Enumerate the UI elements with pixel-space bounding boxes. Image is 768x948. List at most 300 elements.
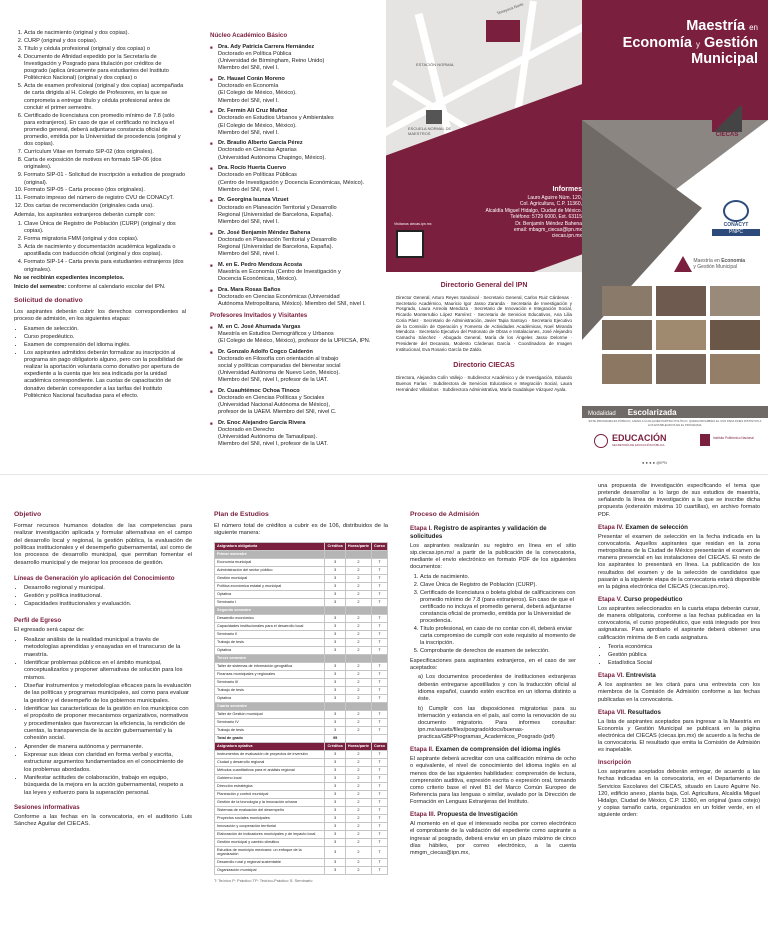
table-cell: Seminario I — [215, 598, 325, 606]
stage1-document-item: 4. Título profesional, en caso de no contar con él, deberá enviar carta compromiso de cumplir con este requisito al momento de la inscripción. — [420, 626, 576, 647]
table-cell: 3 — [325, 662, 345, 670]
stage6-title: Etapa VI. — [598, 672, 625, 680]
table-cell: 2 — [345, 782, 371, 790]
objective-column — [0, 475, 200, 837]
table-cell — [345, 734, 371, 742]
requirement-item: 10. Formato SIP-05 - Carta proceso (dos originales). — [24, 187, 186, 194]
objective-title: Objetivo — [14, 511, 42, 518]
core-faculty-list — [210, 44, 378, 308]
profile-item: • Identificar las características de la gestión en los municipios con el propósito de proponer mecanismos organizativos, normativos y procedimentales que favorezcan la eficiencia, la rendición de cuentas, la transparencia de la acción gubernamental y la cohesión social. — [24, 706, 192, 743]
ipn-logo-icon — [700, 434, 710, 446]
table-cell: 2 — [345, 774, 371, 782]
conacyt-logo — [712, 200, 760, 236]
faculty-detail: (El Colegio de México, México). — [218, 90, 297, 97]
modality-bar — [582, 406, 768, 418]
requirement-item: 2. CURP (original y dos copias). — [24, 38, 186, 45]
table-row — [215, 582, 388, 590]
ciecas-map-marker — [486, 20, 520, 42]
table-cell: Trabajo de tesis — [215, 686, 325, 694]
table-row — [215, 830, 388, 838]
faculty-member — [210, 349, 378, 385]
faculty-detail: Doctorado en Ciencias Económicas (Universidad — [218, 293, 340, 300]
table-cell: T — [372, 574, 388, 582]
visiting-faculty-title: Profesores Invitados y Visitantes — [210, 311, 308, 319]
table-cell: Segundo semestre — [215, 606, 325, 614]
inscription-text: Los aspirantes aceptados deberán entregar, de acuerdo a las fechas indicadas en la convocatoria, en el Departamento de Servicios Escolares del CIECAS, situado en Lauro Aguirre No. 120, edificio anexo, planta baja, Col. Agricultura, Alcaldía Miguel Hidalgo, Ciudad de México, C.P. 11360, en original (para cotejo) y copias tamaño carta, organizados en un folder verde, en el siguiente orden: — [598, 769, 760, 819]
table-cell: Innovación y cooperación territorial — [215, 822, 325, 830]
table-cell: 3 — [325, 710, 345, 718]
foreign-requirement-item: 4. Formato SIP-14 - Carta previa para estudiantes extranjeros (dos originales). — [24, 259, 186, 273]
table-row — [215, 822, 388, 830]
faculty-name: ■ Dra. Ady Patricia Carrera Hernández — [218, 43, 315, 50]
study-plan-header-cell: Asignatura obligatoria — [215, 542, 325, 550]
faculty-detail: (El Colegio de México, México), profesor de la UPIICSA, IPN. — [218, 337, 371, 344]
table-cell: 2 — [345, 582, 371, 590]
study-plan-header-cell: Créditos — [325, 542, 345, 550]
faculty-detail: Miembro del SNI, nivel I. — [218, 129, 279, 136]
faculty-detail: Docencia Económicas, México). — [218, 275, 298, 282]
table-cell: 3 — [325, 558, 345, 566]
faculty-name: ■ Dr. José Benjamín Méndez Bahena — [218, 229, 311, 236]
stage7-text: La lista de aspirantes aceptados para ingresar a la Maestría en Economía y Gestión Municipal se publicará en la página electrónica del CIECAS (ciecas.ipn.mx) de acuerdo a la fecha de la convocatoria. El resultado que emita la Comisión de Admisión es inapelable. — [598, 718, 760, 754]
table-cell: T — [372, 662, 388, 670]
facebook-icon[interactable]: ● — [642, 460, 645, 465]
donation-item: • Examen de comprensión del idioma inglés. — [24, 342, 186, 349]
stage7-name: Resultados — [627, 708, 661, 716]
table-cell: Gestión municipal — [215, 574, 325, 582]
table-cell: Optativa — [215, 694, 325, 702]
table-cell: 3 — [325, 798, 345, 806]
table-row — [215, 814, 388, 822]
table-cell: Créditos — [325, 742, 345, 750]
table-cell: 3 — [325, 630, 345, 638]
table-row — [215, 774, 388, 782]
requirement-item: 11. Formato impreso del número de registro CVU de CONACyT. — [24, 195, 186, 202]
stage2-title: Etapa II. — [410, 746, 434, 754]
cover-photo — [602, 320, 652, 350]
cover-photo — [710, 286, 760, 316]
study-plan-header-cell: Horas/parte — [345, 542, 371, 550]
table-cell: T — [372, 822, 388, 830]
study-plan-table — [214, 542, 388, 876]
table-cell: T — [372, 814, 388, 822]
table-cell: 2 — [345, 798, 371, 806]
faculty-name: ■ Dr. Georgina Isunza Vizuet — [218, 197, 289, 204]
foreign-requirements-list — [14, 221, 186, 273]
study-plan-header-cell: Curso — [372, 542, 388, 550]
faculty-member — [210, 108, 378, 137]
stage7-title: Etapa VII. — [598, 708, 626, 716]
table-cell: T — [372, 798, 388, 806]
table-cell: Seminario IV — [215, 718, 325, 726]
table-cell: Total de grado — [215, 734, 325, 742]
table-cell: T — [372, 718, 388, 726]
requirement-item: 1. Acta de nacimiento (original y dos copias). — [24, 30, 186, 37]
ciecas-logo-text: CIECAS — [715, 132, 739, 138]
requirement-item: 9. Formato SIP-01 - Solicitud de inscripción a estudios de posgrado (original). — [24, 172, 186, 186]
faculty-detail: (Centro de Investigación y Docencia Económicas, México). — [218, 179, 365, 186]
cover-title-connector: y — [695, 39, 700, 49]
donation-item: • Curso propedéutico. — [24, 334, 186, 341]
map-station-label: ESTACIÓN NORMAL — [416, 62, 455, 67]
youtube-icon[interactable]: ● — [652, 460, 656, 465]
map-street-label: Tenayuca Norte — [495, 1, 525, 16]
faculty-detail: social y políticas comparadas del bienestar social — [218, 362, 341, 369]
foreign-intro: Además, los aspirantes extranjeros deberán cumplir con: — [14, 211, 156, 218]
profile-item: • Identificar problemas públicos en el ámbito municipal, conceptualizarlos y proponer alternativas de solución para los mismos. — [24, 660, 192, 682]
stage1-heading — [410, 525, 576, 541]
table-row — [215, 646, 388, 654]
table-cell: Instrumentos de evaluación de proyectos de inversión — [215, 750, 325, 758]
table-cell — [372, 702, 388, 710]
table-cell: 2 — [345, 838, 371, 846]
table-row — [215, 726, 388, 734]
map-metro-label: ESCUELA NORMAL DE MAESTROS — [408, 126, 452, 137]
table-cell: Organización municipal — [215, 867, 325, 875]
table-cell: 3 — [325, 678, 345, 686]
modality-value: Escolarizada — [627, 408, 677, 417]
donation-intro: Los aspirantes deberán cubrir los derechos correspondientes al proceso de admisión, en los siguientes etapas: — [14, 309, 186, 323]
info-lines — [406, 195, 582, 240]
stage2-text: El aspirante deberá acreditar con una calificación mínima de ocho o equivalente, el nivel de conocimiento del idioma inglés en al menos dos de las siguientes habilidades: comprensión de lectura, comprensión auditiva, expresión escrita o expresión oral, tomando como criterio base el nivel B1 del Marco Común Europeo de Referencia para las lenguas o similar, avalado por la Dirección de Formación en Lenguas Extranjeras del Instituto. — [410, 756, 576, 806]
table-cell: Capacidades institucionales para el desarrollo local — [215, 622, 325, 630]
table-cell: Asignatura optativa — [215, 742, 325, 750]
table-cell: 2 — [345, 678, 371, 686]
table-cell: 3 — [325, 782, 345, 790]
table-cell: Economía municipal — [215, 558, 325, 566]
faculty-name: ■ Dr. Cuauhtémoc Ochoa Tinoco — [218, 387, 300, 394]
table-cell: Gestión de la tecnología y la innovación urbana — [215, 798, 325, 806]
modality-label: Modalidad — [588, 411, 616, 417]
semester-start-text: conforme al calendario escolar del IPN. — [67, 284, 166, 291]
table-cell: T — [372, 859, 388, 867]
faculty-column — [196, 0, 386, 458]
stage5-heading — [598, 596, 760, 604]
faculty-detail: Maestría en Estudios Demográficos y Urbanos — [218, 330, 334, 337]
semester-start-label: Inicio del semestre: — [14, 284, 67, 291]
directory-panel — [386, 272, 582, 474]
table-cell: T — [372, 590, 388, 598]
table-cell — [372, 654, 388, 662]
faculty-member — [210, 388, 378, 417]
table-cell: 2 — [345, 638, 371, 646]
table-cell: T — [372, 758, 388, 766]
table-cell: T — [372, 806, 388, 814]
knowledge-lines-list — [14, 585, 192, 609]
ipn-logo-text: Instituto Politécnico Nacional — [713, 436, 754, 440]
table-cell — [325, 606, 345, 614]
mini-logo-text: Economía — [721, 257, 746, 264]
table-row — [215, 838, 388, 846]
table-cell: 2 — [345, 670, 371, 678]
faculty-name: ■ Dr. Fermín Ali Cruz Muñoz — [218, 108, 288, 115]
knowledge-line-item: • Gestión y política institucional. — [24, 593, 192, 600]
study-plan-title: Plan de Estudios — [214, 511, 269, 518]
visiting-faculty-list — [210, 324, 378, 449]
faculty-member — [210, 197, 378, 226]
table-cell: Optativa — [215, 646, 325, 654]
table-cell: T — [372, 670, 388, 678]
table-cell: 3 — [325, 859, 345, 867]
faculty-member — [210, 165, 378, 194]
faculty-detail: Doctorado en Planeación Territorial y Desarrollo — [218, 236, 337, 243]
table-cell: 3 — [325, 566, 345, 574]
stage7-heading — [598, 709, 760, 717]
table-cell: Primer semestre — [215, 550, 325, 558]
table-row — [215, 614, 388, 622]
faculty-detail: Miembro del SNI, nivel I. — [218, 251, 279, 257]
profile-item: • Realizar análisis de la realidad municipal a través de metodologías aprendidas y ensayadas en el transcurso de la maestría. — [24, 637, 192, 659]
ciecas-directory-title: Directorio CIECAS — [453, 362, 515, 370]
profile-item: • Expresar sus ideas con claridad en forma verbal y escrita, estructurar argumentos fundamentados en el conocimiento de los problemas abordados. — [24, 752, 192, 774]
educacion-logo-text: EDUCACIÓN — [612, 433, 667, 443]
faculty-member — [210, 44, 378, 73]
social-links — [642, 460, 667, 465]
admission-continued-column — [584, 475, 768, 828]
stage3-continued-text: una propuesta de investigación especificando el tema que pretende desarrollar a lo largo de sus estudios de maestría, señalando la línea de investigación a la que se inscribe dicha propuesta (extensión máxima 10 cuartillas), en archivo formato PDF. — [598, 483, 760, 518]
foreign-note-a: a) Los documentos procedentes de instituciones extranjeras deberán entregarse apostillados y con la traducción oficial al idioma español, cuando estén escritos en un idioma distinto a éste. — [418, 674, 576, 702]
table-cell: Métodos cuantitativos para el análisis regional — [215, 766, 325, 774]
faculty-name: ■ Dra. Rocío Huerta Cuervo — [218, 165, 287, 172]
table-row — [215, 662, 388, 670]
stage2-name: Examen de comprensión del idioma inglés — [435, 746, 561, 754]
faculty-detail: Doctorado en Ciencias Agrarias — [218, 147, 297, 154]
ciecas-directory-text: Directora, Alejandra Colín Vallejo · Subdirector Académico y de Investigación, Eduardo Buenos Farías · Subdirectora de Servicios Educativos e Integración Social, Laura Hernández Villalobos · Subdirectora Administrativa, María Guadalupe Vázquez Ayala. — [396, 375, 572, 392]
stage1-document-item: 2. Clave Única de Registro de Población (CURP). — [420, 582, 576, 589]
propedeutic-subject-item: • Estadística Social — [608, 660, 760, 667]
graduate-profile-list — [14, 637, 192, 797]
table-cell — [345, 550, 371, 558]
study-plan-body — [215, 550, 388, 875]
twitter-icon[interactable]: ● — [645, 460, 648, 465]
no-incomplete-text: No se recibirán expedientes incompletos. — [14, 274, 125, 281]
table-cell: T — [372, 766, 388, 774]
sep-text: SECRETARÍA DE EDUCACIÓN PÚBLICA — [612, 443, 665, 447]
table-row — [215, 638, 388, 646]
table-cell: 3 — [325, 646, 345, 654]
table-row — [215, 867, 388, 875]
ciecas-logo-icon — [712, 106, 742, 132]
table-cell: 3 — [325, 694, 345, 702]
foreign-note-a-text: Los documentos procedentes de instituciones extranjeras deberán entregarse apostillados y con la traducción oficial al idioma español, cuando estén escritos en un idioma distinto a éste. — [418, 674, 576, 702]
info-line: Teléfono: 5729 6000, Ext. 63115 — [510, 214, 582, 221]
foreign-note-b: b) Cumplir con las disposiciones migratorias para su internación y estancia en el país, así como la renovación de su documento migratorio. Para informes consultar: ipn.mx/assets/files/posgrado/docs/buenas-practicas/GBPProgramas_Academicos_Posgrado (pdf) — [418, 705, 576, 741]
donation-item: • Examen de selección. — [24, 326, 186, 333]
table-cell: T — [372, 790, 388, 798]
table-row — [215, 678, 388, 686]
faculty-detail: (El Colegio de México, México). — [218, 122, 297, 129]
table-cell: 3 — [325, 638, 345, 646]
faculty-name: ■ Dr. Enoc Alejandro García Rivera — [218, 419, 306, 426]
faculty-name: ■ M. en C. José Ahumada Vargas — [218, 323, 301, 330]
table-cell: 2 — [345, 790, 371, 798]
conacyt-logo-text: CONACYT — [723, 222, 749, 228]
profile-item: • Aprender de manera autónoma y permanente. — [24, 744, 192, 751]
table-cell: 3 — [325, 582, 345, 590]
cover-photo — [602, 286, 652, 316]
table-cell: 2 — [345, 846, 371, 859]
table-cell: 2 — [345, 867, 371, 875]
faculty-member — [210, 324, 378, 345]
table-cell: T — [372, 622, 388, 630]
cover-photo — [656, 320, 706, 350]
table-cell: 2 — [345, 662, 371, 670]
profile-intro: El egresado será capaz de: — [14, 626, 85, 633]
cover-header — [582, 0, 768, 120]
table-cell — [372, 734, 388, 742]
stage5-name: Curso propedéutico — [623, 595, 683, 603]
stage4-text: Presentar el examen de selección en la fecha indicada en la convocatoria. Aquellos aspirantes que residan en la zona metropolitana de la Ciudad de México presentarán el examen de manera presencial en las instalaciones del CIECAS. El resto de los aspirantes lo presentará en línea. La publicación de los resultados del examen y de la selección de candidatos que pasarán a la siguiente etapa de la convocatoria estará disponible en la página electrónica del CIECAS (ciecas.ipn.mx). — [598, 533, 760, 590]
table-cell: Finanzas municipales y regionales — [215, 670, 325, 678]
info-line: Col. Agricultura, C.P. 11360, — [519, 201, 582, 208]
faculty-name: ■ Dra. Mara Rosas Baños — [218, 286, 281, 293]
admission-title: Proceso de Admisión — [410, 511, 480, 518]
faculty-detail: Miembro del SNI, nivel I. — [218, 218, 279, 225]
faculty-detail: Doctorado en Política Pública — [218, 51, 292, 58]
info-line: Alcaldía Miguel Hidalgo, Ciudad de México. — [485, 207, 582, 214]
table-row — [215, 766, 388, 774]
profile-title: Perfil de Egreso — [14, 616, 62, 624]
propedeutic-subject-item: • Teoría económica — [608, 644, 760, 651]
table-cell: T — [372, 686, 388, 694]
table-row — [215, 630, 388, 638]
foreign-requirement-item: 2. Forma migratoria FMM (original y dos copias). — [24, 236, 186, 243]
stage3-heading — [410, 811, 576, 819]
table-cell: T — [372, 782, 388, 790]
stage4-name: Examen de selección — [625, 523, 688, 531]
faculty-detail: Miembro del SNI, nivel I. — [218, 97, 279, 104]
faculty-detail: Miembro del SNI, nivel I. — [218, 186, 279, 193]
table-cell: 2 — [345, 710, 371, 718]
faculty-name: ■ Dr. Gonzalo Adolfo Cogco Calderón — [218, 348, 313, 355]
program-logo-icon — [674, 256, 692, 272]
table-cell: 2 — [345, 718, 371, 726]
table-cell: 3 — [325, 718, 345, 726]
table-cell: T — [372, 846, 388, 859]
requirement-item: 4. Documento de Afinidad expedido por la Secretaría de Investigación y Posgrado para titulación por créditos de posgrado (aplica únicamente para estudiantes del Instituto Politécnico Nacional) (original y dos copias) o — [24, 54, 186, 83]
faculty-detail: (Universidad Autónoma de Tamaulipas). — [218, 434, 318, 441]
table-cell: T — [372, 646, 388, 654]
propedeutic-subjects-list — [598, 644, 760, 667]
table-cell: T — [372, 598, 388, 606]
info-block — [406, 186, 582, 240]
pnpc-badge: PNPC — [712, 229, 760, 235]
table-cell: 2 — [345, 830, 371, 838]
foreign-requirement-item: 3. Acta de nacimiento y documentación académica legalizada o apostillada con traducción oficial (original y dos copias). — [24, 244, 186, 258]
table-cell: 3 — [325, 590, 345, 598]
faculty-detail: Maestría en Economía (Centro de Investigación y — [218, 268, 341, 275]
table-row — [215, 734, 388, 742]
table-row — [215, 598, 388, 606]
table-cell: 3 — [325, 774, 345, 782]
table-cell: T — [372, 582, 388, 590]
table-cell: Gobierno local — [215, 774, 325, 782]
table-cell — [372, 606, 388, 614]
table-cell: Optativa — [215, 590, 325, 598]
cover-photo — [710, 320, 760, 350]
profile-item: • Diseñar instrumentos y metodologías eficaces para la evaluación de las políticas y programas municipales, así como para evaluar la gestión y el desempeño de los gobiernos municipales. — [24, 683, 192, 705]
table-row — [215, 622, 388, 630]
faculty-detail: Regional (Universidad de Barcelona, España). — [218, 211, 334, 218]
info-line: ciecas.ipn.mx — [551, 233, 582, 240]
table-row — [215, 718, 388, 726]
info-line: email: mbagm_ciecas@ipn.mx — [513, 226, 582, 233]
table-cell: Taller de Gestión municipal — [215, 710, 325, 718]
info-line: Lauro Aguirre Núm. 120, — [527, 194, 582, 201]
table-cell: T — [372, 614, 388, 622]
table-row — [215, 606, 388, 614]
table-cell: 95 — [325, 734, 345, 742]
table-cell — [345, 606, 371, 614]
admission-column — [396, 475, 584, 866]
table-cell: 2 — [345, 590, 371, 598]
no-incomplete-note — [14, 275, 186, 282]
donation-list — [14, 326, 186, 400]
faculty-member — [210, 76, 378, 105]
faculty-member — [210, 140, 378, 161]
faculty-detail: Doctorado en Economía — [218, 83, 279, 90]
metro-station-marker — [426, 110, 442, 124]
stage2-heading — [410, 746, 576, 754]
table-cell: T — [372, 726, 388, 734]
table-cell: Cuarto semestre — [215, 702, 325, 710]
table-cell: Trabajo de tesis — [215, 638, 325, 646]
requirement-item: 3. Título y cédula profesional (original y dos copias) o — [24, 46, 186, 53]
instagram-icon[interactable]: ● — [649, 460, 652, 465]
table-cell: 2 — [345, 622, 371, 630]
table-cell — [325, 654, 345, 662]
table-cell: 2 — [345, 750, 371, 758]
table-row — [215, 710, 388, 718]
table-row — [215, 806, 388, 814]
table-cell: 2 — [345, 558, 371, 566]
table-row — [215, 742, 388, 750]
foreign-note: Especificaciones para aspirantes extranjeros, en el caso de ser aceptados: — [410, 657, 576, 671]
semester-start — [14, 284, 186, 291]
table-cell: Curso — [372, 742, 388, 750]
info-title: Informes — [552, 186, 582, 193]
stage6-name: Entrevista — [625, 672, 656, 680]
propedeutic-subject-item: • Gestión pública — [608, 652, 760, 659]
table-cell — [345, 702, 371, 710]
stage1-document-item: 5. Comprobante de derechos de examen de selección. — [420, 648, 576, 655]
table-cell: Taller de sistemas de información geográfica — [215, 662, 325, 670]
qr-label: Visítanos ciecas.ipn.mx — [394, 222, 432, 226]
cover-title-line: Gestión — [704, 34, 758, 51]
faculty-detail: Miembro del SNI, nivel I, profesor de la UAT. — [218, 377, 328, 384]
table-cell: 3 — [325, 822, 345, 830]
table-cell: 3 — [325, 598, 345, 606]
knowledge-line-item: • Desarrollo regional y municipal. — [24, 585, 192, 592]
requirement-item: 12. Dos cartas de recomendación (originales cada una). — [24, 203, 186, 210]
sessions-text: Conforme a las fechas en la convocatoria, en el auditorio Luis Sánchez Aguilar del CIECAS. — [14, 813, 192, 828]
table-cell: 2 — [345, 806, 371, 814]
stage3-text: Al momento en el que el interesado reciba por correo electrónico el comprobante de la validación del expediente como aspirante a ingresar al posgrado, deberá enviar en un plazo máximo de cinco días hábiles, por correo electrónico, a la cuenta mmgm_ciecas@ipn.mx, — [410, 821, 576, 856]
table-row — [215, 694, 388, 702]
stage3-name: Propuesta de Investigación — [437, 811, 518, 819]
cover-photo — [602, 354, 652, 384]
ciecas-logo — [702, 106, 752, 146]
cover-photo — [656, 286, 706, 316]
table-cell: Horas/parte — [345, 742, 371, 750]
table-cell: Tercer semestre — [215, 654, 325, 662]
faculty-member — [210, 262, 378, 283]
study-plan-column — [200, 475, 396, 889]
table-cell: Dirección estratégica — [215, 782, 325, 790]
faculty-detail: Autónoma Metropolitana, México). Miembro del SNI, nivel I. — [218, 300, 366, 307]
faculty-name: ■ M. en E. Pedro Mendoza Acosta — [218, 261, 303, 268]
table-cell: 2 — [345, 859, 371, 867]
